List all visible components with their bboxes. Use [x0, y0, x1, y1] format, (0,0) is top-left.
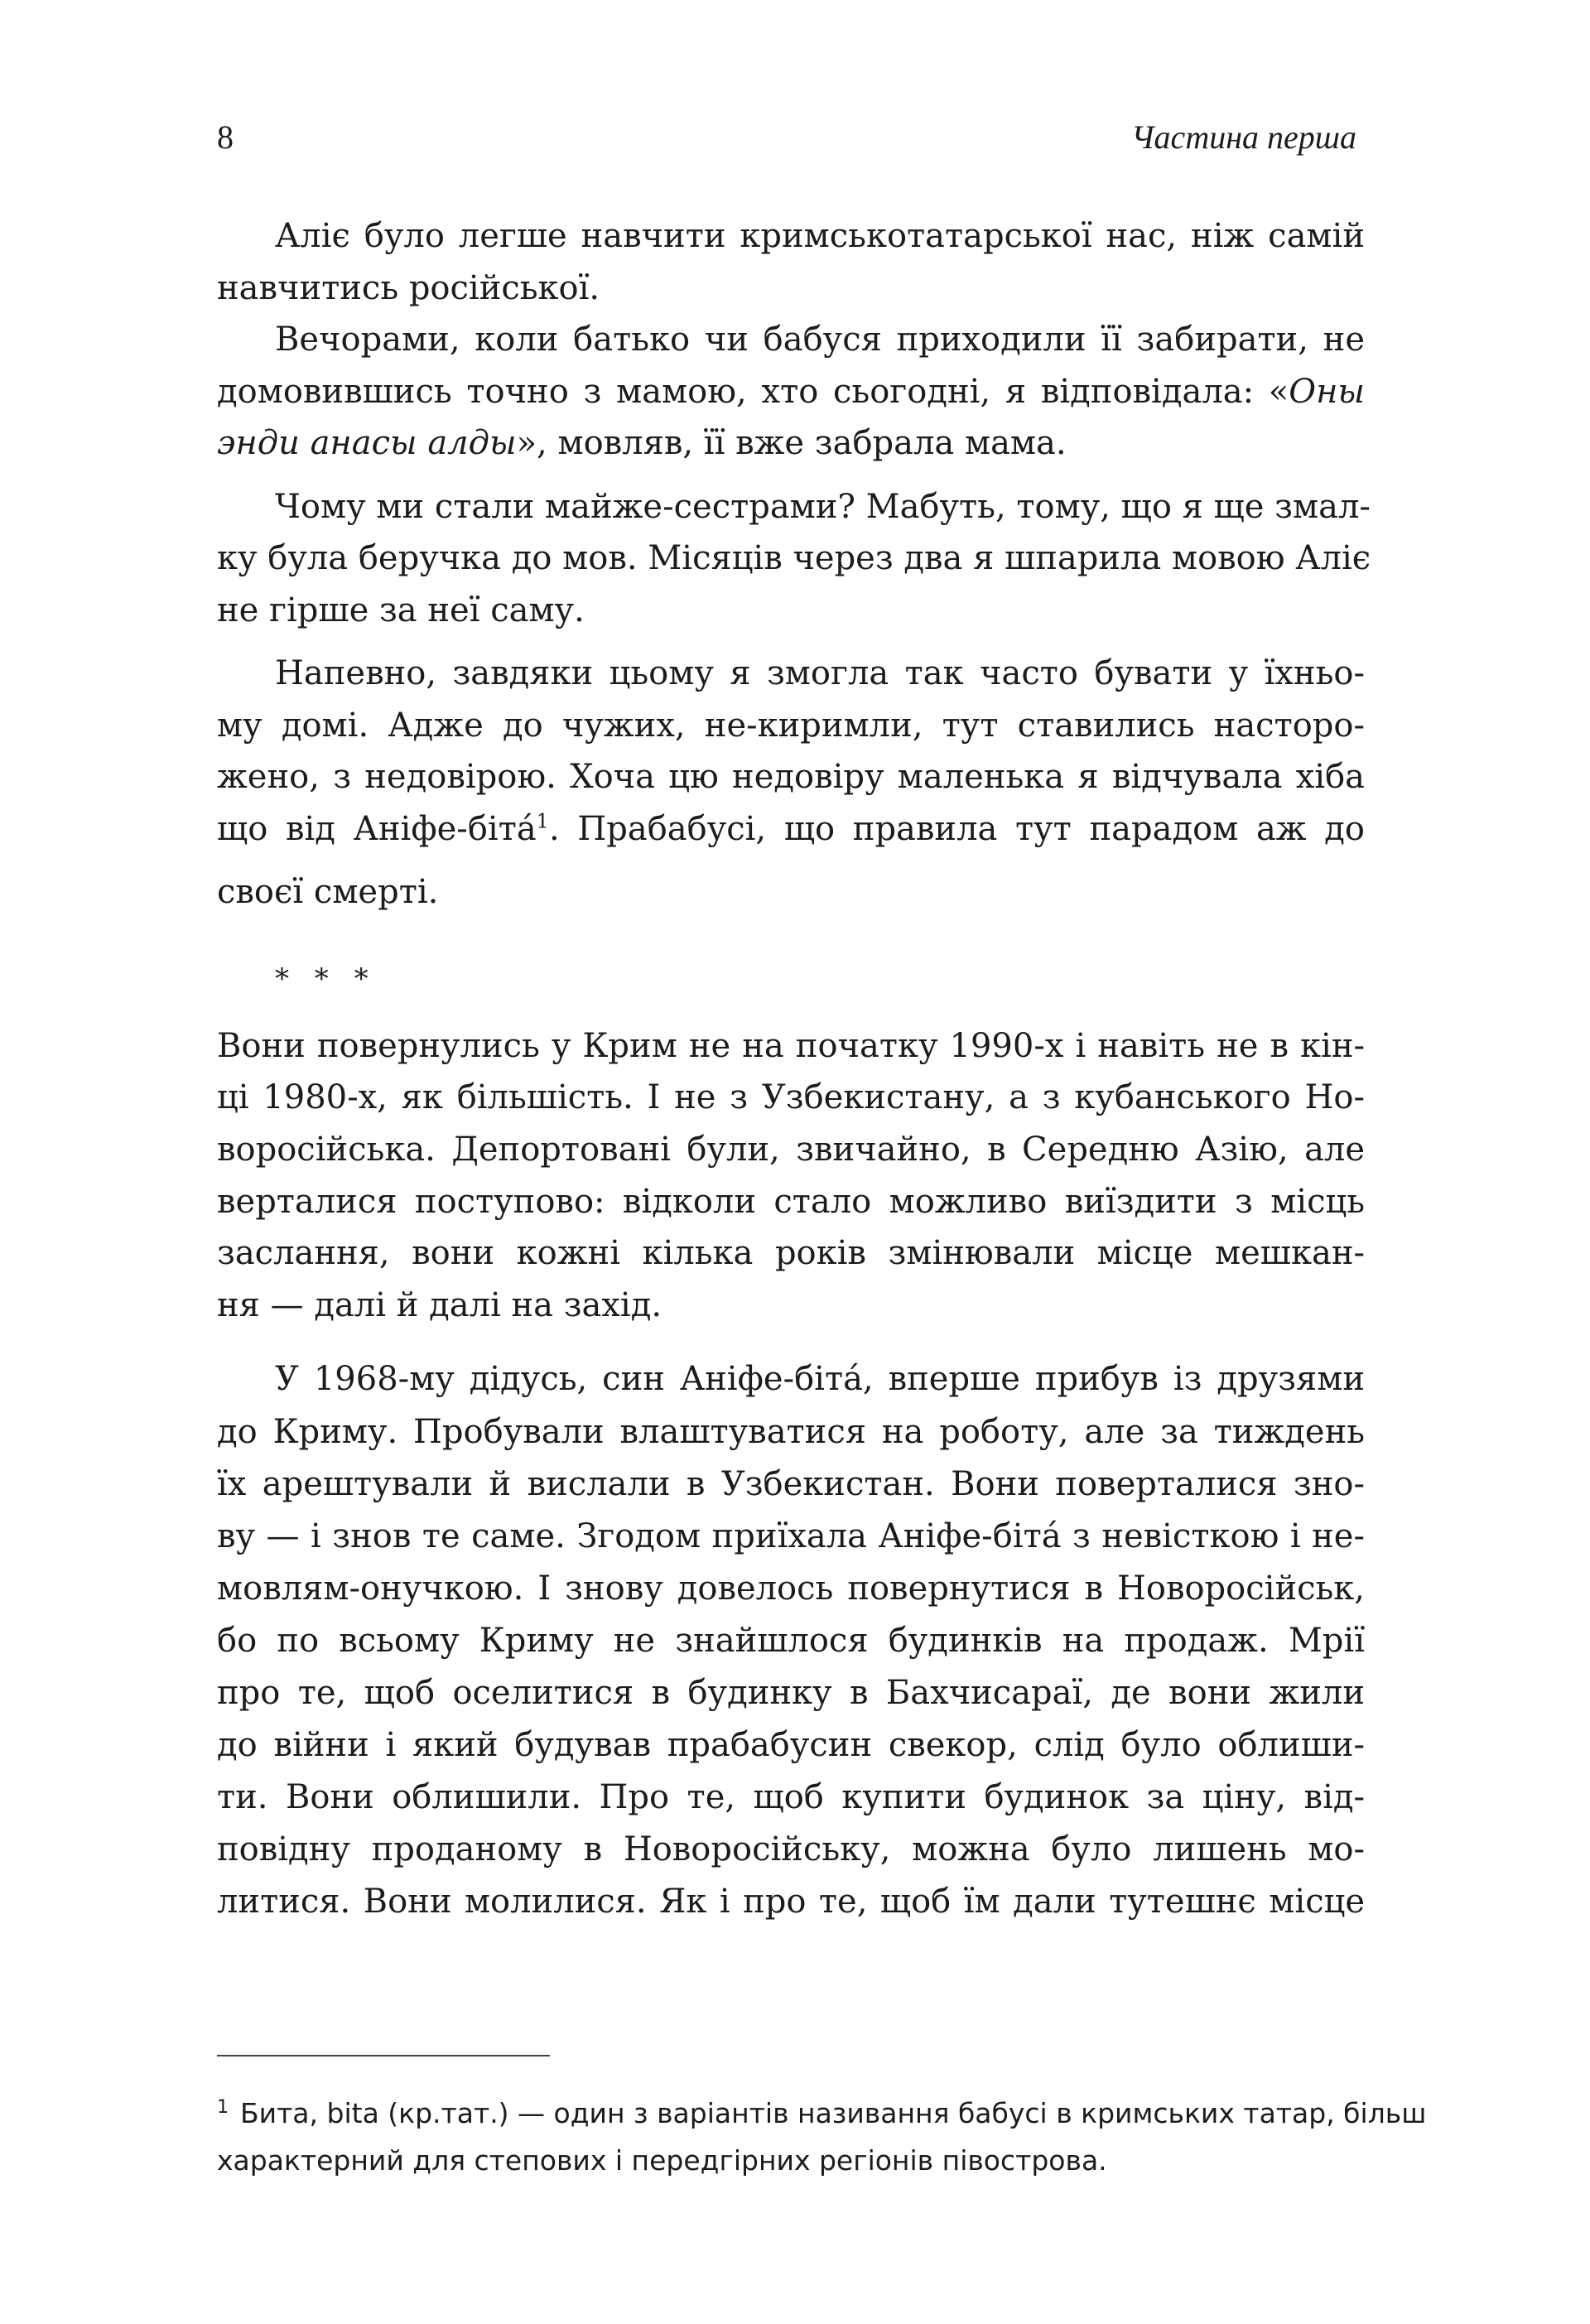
text-line: заслання, вони кожні кілька років змінювали місце мешкан-	[217, 1234, 1365, 1272]
text-line: бо по всьому Криму не знайшлося будинків на продаж. Мрії	[217, 1622, 1365, 1660]
text-line: до війни і який будував прабабусин свекор, слід було облиши-	[217, 1726, 1365, 1764]
text-line: воросійська. Депортовані були, звичайно, в Середню Азію, але	[217, 1131, 1365, 1169]
footnote-reference: 1	[536, 809, 549, 833]
text-line: повідну проданому в Новоросійську, можна було лишень мо-	[217, 1830, 1365, 1868]
text-line: ку була беручка до мов. Місяців через два я шпарила мовою Аліє	[217, 539, 1371, 577]
running-head-title: Частина перша	[1131, 118, 1356, 156]
text-line: ня — далі й далі на захід.	[217, 1286, 662, 1324]
text-line: своєї смерті.	[217, 873, 439, 911]
text-line	[217, 803, 1365, 856]
footnote-text: Бита, bita (кр.тат.) — один з варіантів називання бабусі в кримських татар, більш	[240, 2097, 1427, 2129]
text-line: їх арештували й вислали в Узбекистан. Вони поверталися зно-	[217, 1465, 1365, 1503]
text-line: Вечорами, коли батько чи бабуся приходили її забирати, не	[275, 321, 1365, 359]
text-line: Вони повернулись у Крим не на початку 1990-х і навіть не в кін-	[217, 1027, 1365, 1065]
text-line: жено, з недовірою. Хоча цю недовіру маленька я відчувала хіба	[217, 758, 1365, 796]
text-line: до Криму. Пробували влаштуватися на роботу, але за тиждень	[217, 1413, 1365, 1451]
running-header	[217, 118, 1356, 167]
footnote-marker: 1	[217, 2097, 229, 2118]
text-span: . Прабабусі, що правила тут парадом аж до	[548, 810, 1365, 848]
text-line: ву — і знов те саме. Згодом приїхала Аніфе-бітá з невісткою і не-	[217, 1517, 1365, 1555]
text-line	[217, 417, 1365, 470]
text-line: литися. Вони молилися. Як і про те, щоб їм дали тутешнє місце	[217, 1883, 1365, 1921]
footnote-line: характерний для степових і передгірних регіонів півострова.	[217, 2144, 1107, 2177]
text-span: що від Аніфе-бітá	[217, 810, 537, 848]
section-break: * * *	[275, 962, 377, 996]
text-line: мовлям-онучкою. І знову довелось повернутися в Новоросійськ,	[217, 1569, 1365, 1608]
text-span: », мовляв, її вже забрала мама.	[516, 424, 1067, 462]
text-line: не гірше за неї саму.	[217, 591, 585, 629]
text-line: У 1968-му дідусь, син Аніфе-бітá, вперше прибув із друзями	[275, 1360, 1365, 1398]
text-line	[217, 365, 1365, 418]
text-line: про те, щоб оселитися в будинку в Бахчисараї, де вони жили	[217, 1674, 1365, 1712]
text-line: Аліє було легше навчити кримськотатарської нас, ніж самій	[275, 217, 1365, 255]
quoted-phrase-italic: Оны	[1289, 373, 1365, 411]
text-line: му домі. Адже до чужих, не-киримли, тут ставились насторо-	[217, 706, 1365, 745]
text-span: домовившись точно з мамою, хто сьогодні, я відповідала: «	[217, 373, 1289, 411]
text-line: верталися поступово: відколи стало можливо виїздити з місць	[217, 1183, 1365, 1221]
footnote-line	[217, 2090, 1427, 2137]
footnote-separator	[217, 2055, 550, 2056]
quoted-phrase-italic: энди анасы алды	[217, 424, 517, 462]
text-line: Чому ми стали майже-сестрами? Мабуть, тому, що я ще змал-	[275, 488, 1371, 526]
text-line: ти. Вони облишили. Про те, щоб купити будинок за ціну, від-	[217, 1778, 1365, 1816]
text-line: Напевно, завдяки цьому я змогла так часто бувати у їхньо-	[275, 654, 1365, 692]
text-line: ці 1980-х, як більшість. І не з Узбекистану, а з кубанського Но-	[217, 1078, 1365, 1116]
page-number: 8	[217, 118, 234, 156]
text-line: навчитись російської.	[217, 269, 600, 307]
